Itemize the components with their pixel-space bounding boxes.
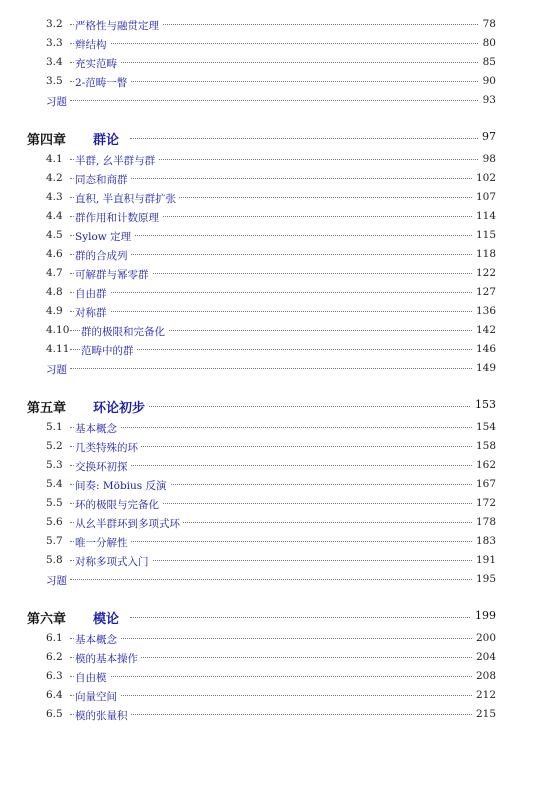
section-title-link[interactable]: 范畴中的群: [81, 343, 137, 358]
toc-entry[interactable]: [0, 169, 560, 188]
section-number: 5.6: [46, 516, 63, 528]
toc-entry[interactable]: [0, 532, 560, 551]
section-title-link[interactable]: 辫结构: [75, 37, 110, 52]
chapter-number: 第五章: [27, 401, 67, 416]
section-number: 4.4: [46, 210, 63, 222]
section-title-link[interactable]: 向量空间: [75, 689, 120, 704]
section-title-link[interactable]: 对称多项式入门: [75, 554, 152, 569]
page-number: 172: [472, 497, 496, 509]
dot-leader: [70, 465, 488, 466]
section-title-link[interactable]: 充实范畴: [75, 56, 120, 71]
toc-entry[interactable]: [0, 207, 560, 226]
chapter-title-link[interactable]: 模论: [93, 608, 122, 627]
section-title-link[interactable]: 基本概念: [75, 632, 120, 647]
toc-entry[interactable]: [0, 570, 560, 589]
toc-entry[interactable]: [0, 494, 560, 513]
dot-leader: [70, 638, 488, 639]
toc-entry[interactable]: [0, 321, 560, 340]
section-number: 4.11: [46, 343, 70, 355]
dot-leader: [70, 427, 488, 428]
toc-entry[interactable]: [0, 686, 560, 705]
dot-leader: [70, 676, 488, 677]
page-number: 200: [472, 632, 496, 644]
chapter-entry[interactable]: [0, 396, 560, 415]
page-number: 93: [479, 94, 496, 106]
toc-entry[interactable]: [0, 72, 560, 91]
toc-entry[interactable]: [0, 53, 560, 72]
page-number: 183: [472, 535, 496, 547]
dot-leader: [70, 579, 488, 580]
section-number: 4.5: [46, 229, 63, 241]
chapter-number: 第六章: [27, 612, 67, 627]
page-number: 90: [479, 75, 496, 87]
page-number: 122: [472, 267, 496, 279]
toc-entry[interactable]: [0, 264, 560, 283]
dot-leader: [70, 43, 488, 44]
page-number: 204: [472, 651, 496, 663]
toc-entry[interactable]: [0, 418, 560, 437]
dot-leader: [70, 368, 488, 369]
section-number: 4.9: [46, 305, 63, 317]
toc-entry[interactable]: [0, 456, 560, 475]
section-title-link[interactable]: 模的张量积: [75, 708, 131, 723]
chapter-entry[interactable]: [0, 128, 560, 147]
dot-leader: [130, 406, 488, 407]
exercises-link[interactable]: 习题: [46, 362, 70, 377]
page-number: 114: [472, 210, 496, 222]
section-number: 3.2: [46, 18, 63, 30]
page-number: 80: [479, 37, 496, 49]
page-number: 127: [472, 286, 496, 298]
section-title-link[interactable]: 唯一分解性: [75, 535, 131, 550]
toc-entry[interactable]: [0, 513, 560, 532]
section-title-link[interactable]: 2-范畴一瞥: [75, 75, 130, 90]
page-number: 149: [472, 362, 496, 374]
toc-entry[interactable]: [0, 302, 560, 321]
toc-entry[interactable]: [0, 437, 560, 456]
toc-entry[interactable]: [0, 91, 560, 110]
section-number: 4.2: [46, 172, 63, 184]
toc-entry[interactable]: [0, 667, 560, 686]
toc-entry[interactable]: [0, 226, 560, 245]
section-number: 4.3: [46, 191, 63, 203]
section-number: 5.2: [46, 440, 63, 452]
toc-entry[interactable]: [0, 705, 560, 724]
page-number: 153: [471, 398, 496, 411]
page-number: 102: [472, 172, 496, 184]
section-number: 4.1: [46, 153, 63, 165]
dot-leader: [70, 62, 488, 63]
section-title-link[interactable]: 直积, 半直积与群扩张: [75, 191, 179, 206]
dot-leader: [70, 695, 488, 696]
section-title-link[interactable]: 对称群: [75, 305, 110, 320]
page-number: 191: [472, 554, 496, 566]
exercises-link[interactable]: 习题: [46, 573, 70, 588]
dot-leader: [70, 311, 488, 312]
page-number: 167: [472, 478, 496, 490]
section-title-link[interactable]: 自由群: [75, 286, 110, 301]
toc-entry[interactable]: [0, 340, 560, 359]
page-number: 195: [472, 573, 496, 585]
dot-leader: [70, 100, 488, 101]
page-number: 199: [471, 609, 496, 622]
section-number: 6.2: [46, 651, 63, 663]
toc-entry[interactable]: [0, 15, 560, 34]
toc-entry[interactable]: [0, 34, 560, 53]
page-number: 178: [472, 516, 496, 528]
page-number: 154: [472, 421, 496, 433]
section-title-link[interactable]: 可解群与幂零群: [75, 267, 152, 282]
page-number: 136: [472, 305, 496, 317]
page-number: 208: [472, 670, 496, 682]
section-title-link[interactable]: 自由模: [75, 670, 110, 685]
dot-leader: [70, 714, 488, 715]
toc-entry[interactable]: [0, 245, 560, 264]
section-title-link[interactable]: 从幺半群环到多项式环: [75, 516, 183, 531]
page-number: 97: [478, 130, 496, 143]
chapter-number: 第四章: [27, 133, 67, 148]
page-number: 85: [479, 56, 496, 68]
dot-leader: [130, 617, 488, 618]
toc-entry[interactable]: [0, 551, 560, 570]
section-title-link[interactable]: 基本概念: [75, 421, 120, 436]
page-number: 212: [472, 689, 496, 701]
dot-leader: [70, 541, 488, 542]
dot-leader: [130, 138, 488, 139]
section-title-link[interactable]: 模的基本操作: [75, 651, 141, 666]
toc-entry[interactable]: [0, 629, 560, 648]
section-title-link[interactable]: 群的合成列: [75, 248, 131, 263]
section-number: 6.5: [46, 708, 63, 720]
exercises-link[interactable]: 习题: [46, 94, 70, 109]
page-number: 118: [472, 248, 496, 260]
toc-entry[interactable]: [0, 150, 560, 169]
section-title-link[interactable]: 交换环初探: [75, 459, 131, 474]
toc-entry[interactable]: [0, 359, 560, 378]
toc-entry[interactable]: [0, 475, 560, 494]
page-number: 115: [472, 229, 496, 241]
page-number: 158: [472, 440, 496, 452]
section-number: 5.3: [46, 459, 63, 471]
section-number: 6.3: [46, 670, 63, 682]
section-number: 4.10: [46, 324, 70, 336]
section-number: 6.1: [46, 632, 63, 644]
section-number: 4.6: [46, 248, 63, 260]
section-number: 4.8: [46, 286, 63, 298]
chapter-title-link[interactable]: 群论: [93, 129, 122, 148]
dot-leader: [70, 292, 488, 293]
section-number: 5.1: [46, 421, 63, 433]
section-number: 3.5: [46, 75, 63, 87]
section-title-link[interactable]: 群作用和计数原理: [75, 210, 162, 225]
section-title-link[interactable]: 环的极限与完备化: [75, 497, 162, 512]
section-title-link[interactable]: 同态和商群: [75, 172, 131, 187]
page-number: 162: [472, 459, 496, 471]
dot-leader: [70, 81, 488, 82]
section-title-link[interactable]: 群的极限和完备化: [81, 324, 168, 339]
section-title-link[interactable]: Sylow 定理: [75, 229, 134, 244]
page-number: 215: [472, 708, 496, 720]
page-number: 146: [472, 343, 496, 355]
section-number: 5.4: [46, 478, 63, 490]
page-number: 98: [479, 153, 496, 165]
toc-entry[interactable]: [0, 283, 560, 302]
page-number: 78: [479, 18, 496, 30]
toc-entry[interactable]: [0, 648, 560, 667]
chapter-entry[interactable]: [0, 607, 560, 626]
section-title-link[interactable]: 严格性与融贯定理: [75, 18, 162, 33]
page-number: 142: [472, 324, 496, 336]
section-number: 5.8: [46, 554, 63, 566]
dot-leader: [70, 178, 488, 179]
dot-leader: [70, 254, 488, 255]
section-number: 6.4: [46, 689, 63, 701]
section-number: 3.4: [46, 56, 63, 68]
section-title-link[interactable]: 几类特殊的环: [75, 440, 141, 455]
section-title-link[interactable]: 间奏: Möbius 反演: [75, 478, 170, 493]
page-number: 107: [472, 191, 496, 203]
section-number: 5.5: [46, 497, 63, 509]
section-number: 5.7: [46, 535, 63, 547]
section-number: 4.7: [46, 267, 63, 279]
section-number: 3.3: [46, 37, 63, 49]
section-title-link[interactable]: 半群, 幺半群与群: [75, 153, 158, 168]
chapter-title-link[interactable]: 环论初步: [93, 397, 148, 416]
toc-entry[interactable]: [0, 188, 560, 207]
